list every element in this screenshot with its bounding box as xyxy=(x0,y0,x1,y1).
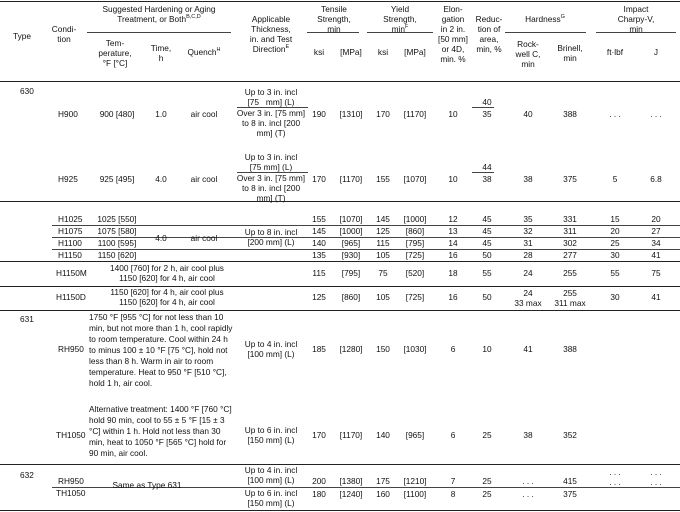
header-hardness: Hardness$^G$ xyxy=(525,14,565,24)
group-quench: air cool xyxy=(190,233,218,243)
632-rh950-yield-mpa: [1210] xyxy=(403,476,427,486)
h900-reduction-long: 40 xyxy=(482,97,492,107)
header-type: Type xyxy=(13,31,31,41)
group-row-1-hb: 311 xyxy=(563,226,577,236)
group-row-0-cond: H1025 xyxy=(58,214,83,224)
h900-thick-trans: Over 3 in. [75 mm] to 8 in. incl [200 mm] (T) xyxy=(236,108,306,138)
header-reduction: Reduc- tion of area, min, % xyxy=(475,14,503,54)
header-rockwell: Rock- well C, min xyxy=(515,39,541,69)
h900-brinell: 388 xyxy=(563,109,577,119)
group-row-1-tksi: 145 xyxy=(312,226,326,236)
632-th1050-yield-ksi: 160 xyxy=(376,489,390,499)
group-row-0-temp: 1025 [550] xyxy=(97,214,137,224)
h1150d-yield-ksi: 105 xyxy=(376,292,390,302)
h925-reduction-long: 44 xyxy=(482,162,492,172)
rh950-treatment: 1750 °F [955 °C] for not less than 10 min, but not more than 1 h, cool rapidly to room temperature. Cool within 24 h to minus 100 ± 10 °F [75 °C], hold not less than 8 h. Warm in air to room temperature. Heat to 950 °F [510 °C], hold 1 h, air cool. xyxy=(89,312,233,388)
group-row-1-j: 27 xyxy=(651,226,661,236)
group-row-3-ft: 30 xyxy=(610,250,620,260)
h1150d-impact-j: 41 xyxy=(651,292,661,302)
h925-yield-mpa: [1070] xyxy=(403,174,427,184)
reduction-split-line xyxy=(472,172,494,173)
group-row-2-cond: H1100 xyxy=(58,238,82,248)
group-row-0-ympa: [1000] xyxy=(403,214,427,224)
h1150d-tensile-mpa: [860] xyxy=(341,292,361,302)
group-row-0-j: 20 xyxy=(651,214,661,224)
header-tensile-ksi: ksi xyxy=(313,47,325,57)
632-rh950-tensile-ksi: 200 xyxy=(312,476,326,486)
group-row-2-red: 45 xyxy=(482,238,492,248)
th1050-brinell: 352 xyxy=(563,430,577,440)
th1050-tensile-ksi: 170 xyxy=(312,430,326,440)
group-thickness: Up to 8 in. incl [200 mm] (L) xyxy=(244,227,298,247)
rh950-yield-ksi: 150 xyxy=(376,344,390,354)
h925-temp: 925 [495] xyxy=(99,174,135,184)
h900-tensile-mpa: [1310] xyxy=(339,109,363,119)
cond-632-rh950: RH950 xyxy=(58,476,84,486)
cond-th1050: TH1050 xyxy=(56,430,86,440)
group-row-3-tksi: 135 xyxy=(312,250,326,260)
h900-yield-ksi: 170 xyxy=(376,109,390,119)
cond-rh950: RH950 xyxy=(58,344,84,354)
632-rh950-tensile-mpa: [1380] xyxy=(339,476,363,486)
header-yield-ksi: ksi xyxy=(377,47,389,57)
h925-tensile-ksi: 170 xyxy=(312,174,326,184)
th1050-tensile-mpa: [1170] xyxy=(339,430,363,440)
632-rh950-reduction: 25 xyxy=(482,476,492,486)
group-row-0-tmpa: [1070] xyxy=(339,214,363,224)
group-row-1-cond: H1075 xyxy=(58,226,83,236)
group-row-3-rc: 28 xyxy=(523,250,533,260)
table-bottom-rule xyxy=(0,510,680,511)
h1150d-elongation: 16 xyxy=(448,292,458,302)
type-632: 632 xyxy=(20,470,34,480)
header-elongation: Elon- gation in 2 in. [50 mm] or 4D, min. % xyxy=(438,4,468,64)
header-tensile-mpa: [MPa] xyxy=(340,47,362,57)
group-row-3-elong: 16 xyxy=(448,250,458,260)
632-rh950-impact-j: . . . xyxy=(650,467,662,477)
cond-h1150m: H1150M xyxy=(56,268,87,278)
632-rh950-elongation: 7 xyxy=(450,476,456,486)
h925-tensile-mpa: [1170] xyxy=(339,174,363,184)
header-applicable: Applicable Thickness, in. and Test Direction$^E$ xyxy=(249,14,293,54)
header-bottom-rule xyxy=(0,81,680,82)
type-630: 630 xyxy=(20,86,34,96)
h1150m-brinell: 255 xyxy=(563,268,577,278)
group-row-3-temp: 1150 [620] xyxy=(97,250,137,260)
group-row-2-hb: 302 xyxy=(563,238,577,248)
group-row-2-tmpa: [965] xyxy=(341,238,361,248)
h1150m-rockwell: 24 xyxy=(523,268,533,278)
632-th1050-tensile-mpa: [1240] xyxy=(339,489,363,499)
group-row-3-ympa: [725] xyxy=(405,250,425,260)
group-row-1-rc: 32 xyxy=(523,226,533,236)
group-row-0-rc: 35 xyxy=(523,214,533,224)
row-divider xyxy=(0,201,680,202)
th1050-yield-ksi: 140 xyxy=(376,430,390,440)
group-row-line xyxy=(52,225,680,226)
632-th1050-impact-j: . . . xyxy=(650,477,662,487)
group-row-2-yksi: 115 xyxy=(376,238,390,248)
group-row-line xyxy=(52,237,680,238)
h1150d-tensile-ksi: 125 xyxy=(312,292,326,302)
rh950-rockwell: 41 xyxy=(523,344,533,354)
632-th1050-impact-ftlbf: . . . xyxy=(609,477,621,487)
h900-thick-long: Up to 3 in. incl [75 mm] (L) xyxy=(244,87,298,107)
632-th1050-brinell: 375 xyxy=(563,489,577,499)
cond-632-th1050: TH1050 xyxy=(56,488,86,498)
group-row-0-tksi: 155 xyxy=(312,214,326,224)
header-joule: J xyxy=(653,47,659,57)
h1150d-brinell: 255 311 max xyxy=(554,288,586,308)
h925-yield-ksi: 155 xyxy=(376,174,390,184)
group-row-1-elong: 13 xyxy=(448,226,458,236)
group-row-2-rc: 31 xyxy=(523,238,533,248)
row-divider xyxy=(0,261,680,262)
cond-h925: H925 xyxy=(58,174,78,184)
632-rh950-brinell: 415 xyxy=(563,476,577,486)
group-row-1-ympa: [860] xyxy=(405,226,425,236)
h900-rockwell: 40 xyxy=(523,109,533,119)
rh950-elongation: 6 xyxy=(450,344,456,354)
group-row-1-yksi: 125 xyxy=(376,226,390,236)
h1150m-yield-mpa: [520] xyxy=(405,268,425,278)
group-row-0-hb: 331 xyxy=(563,214,577,224)
th1050-reduction: 25 xyxy=(482,430,492,440)
632-th1050-tensile-ksi: 180 xyxy=(312,489,326,499)
group-row-3-j: 41 xyxy=(651,250,661,260)
632-rh950-yield-ksi: 175 xyxy=(376,476,390,486)
hardness-underline xyxy=(505,32,586,33)
h925-elongation: 10 xyxy=(448,174,458,184)
th1050-thickness: Up to 6 in. incl [150 mm] (L) xyxy=(244,425,298,445)
header-quench: Quench$^H$ xyxy=(187,47,221,57)
632-rh950-impact-ftlbf: . . . xyxy=(609,467,621,477)
type-631: 631 xyxy=(20,314,34,324)
group-row-1-temp: 1075 [580] xyxy=(97,226,137,236)
group-row-0-red: 45 xyxy=(482,214,492,224)
h1150m-treatment: 1400 [760] for 2 h, air cool plus 1150 [620] for 4 h, air cool xyxy=(110,263,224,283)
h925-impact-j: 6.8 xyxy=(650,174,662,184)
h1150m-impact-ftlbf: 55 xyxy=(610,268,620,278)
h1150d-treatment: 1150 [620] for 4 h, air cool plus 1150 [620] for 4 h, air cool xyxy=(110,287,224,307)
h1150m-impact-j: 75 xyxy=(651,268,661,278)
h925-rockwell: 38 xyxy=(523,174,533,184)
header-yield-mpa: [MPa] xyxy=(404,47,426,57)
group-row-2-ft: 25 xyxy=(610,238,620,248)
table-top-rule xyxy=(0,1,680,2)
h925-impact-ftlbf: 5 xyxy=(612,174,618,184)
632-th1050-elongation: 8 xyxy=(450,489,456,499)
h925-brinell: 375 xyxy=(563,174,577,184)
h1150d-reduction: 50 xyxy=(482,292,492,302)
group-row-3-tmpa: [930] xyxy=(341,250,361,260)
row-divider xyxy=(0,286,680,287)
group-row-line xyxy=(52,249,680,250)
h900-yield-mpa: [1170] xyxy=(403,109,427,119)
rh950-thickness: Up to 4 in. incl [100 mm] (L) xyxy=(244,339,298,359)
h900-quench: air cool xyxy=(190,109,218,119)
rh950-yield-mpa: [1030] xyxy=(403,344,427,354)
reduction-split-line xyxy=(472,107,494,108)
type-divider xyxy=(0,310,680,311)
group-row-2-j: 34 xyxy=(651,238,661,248)
th1050-yield-mpa: [965] xyxy=(405,430,425,440)
h925-thick-long: Up to 3 in. incl [75 mm] (L) xyxy=(244,152,298,172)
rh950-brinell: 388 xyxy=(563,344,577,354)
group-row-3-hb: 277 xyxy=(563,250,577,260)
h900-time: 1.0 xyxy=(155,109,167,119)
h900-impact-ftlbf: . . . xyxy=(609,109,621,119)
h1150m-tensile-mpa: [795] xyxy=(341,268,361,278)
h925-thick-trans: Over 3 in. [75 mm] to 8 in. incl [200 mm] (T) xyxy=(236,173,306,203)
group-row-0-ft: 15 xyxy=(610,214,620,224)
632-th1050-rockwell: . . . xyxy=(522,489,534,499)
type632-same-as: Same as Type 631 xyxy=(112,480,182,490)
h1150d-rockwell: 24 33 max xyxy=(514,288,542,308)
cond-h900: H900 xyxy=(58,109,78,119)
632-th1050-reduction: 25 xyxy=(482,489,492,499)
rh950-tensile-mpa: [1280] xyxy=(339,344,363,354)
header-impact: Impact Charpy-V, min xyxy=(617,4,655,34)
h900-temp: 900 [480] xyxy=(99,109,135,119)
h925-reduction-trans: 38 xyxy=(482,174,492,184)
h925-quench: air cool xyxy=(190,174,218,184)
h900-impact-j: . . . xyxy=(650,109,662,119)
header-condition: Condi- tion xyxy=(51,24,77,44)
header-ftlbf: ft·lbf xyxy=(606,47,624,57)
group-row-3-red: 50 xyxy=(482,250,492,260)
group-row-3-yksi: 105 xyxy=(376,250,390,260)
header-temperature: Tem- perature, °F [°C] xyxy=(98,38,132,68)
group-row-1-red: 45 xyxy=(482,226,492,236)
header-tensile: Tensile Strength, min xyxy=(317,4,351,34)
rh950-reduction: 10 xyxy=(482,344,492,354)
h925-time: 4.0 xyxy=(155,174,167,184)
h1150m-elongation: 18 xyxy=(448,268,458,278)
header-suggested: Suggested Hardening or Aging Treatment, or Both$^{B,C,D}$ xyxy=(102,4,216,24)
632-th1050-thickness: Up to 6 in. incl [150 mm] (L) xyxy=(244,488,298,508)
row-divider xyxy=(0,464,680,465)
632-th1050-yield-mpa: [1100] xyxy=(403,489,427,499)
632-rh950-thickness: Up to 4 in. incl [100 mm] (L) xyxy=(244,465,298,485)
group-time: 4.0 xyxy=(155,233,167,243)
h900-elongation: 10 xyxy=(448,109,458,119)
632-rh950-rockwell: . . . xyxy=(522,476,534,486)
th1050-elongation: 6 xyxy=(450,430,456,440)
suggested-underline xyxy=(87,32,231,33)
rh950-tensile-ksi: 185 xyxy=(312,344,326,354)
cond-h1150d: H1150D xyxy=(56,292,86,302)
h900-tensile-ksi: 190 xyxy=(312,109,326,119)
group-row-2-elong: 14 xyxy=(448,238,458,248)
group-row-2-tksi: 140 xyxy=(312,238,326,248)
group-row-2-ympa: [795] xyxy=(405,238,425,248)
header-yield: Yield Strength, $\min^F$ xyxy=(383,4,417,34)
h1150m-yield-ksi: 75 xyxy=(378,268,388,278)
header-time: Time, h xyxy=(150,43,172,63)
h1150m-tensile-ksi: 115 xyxy=(312,268,326,278)
group-row-0-yksi: 145 xyxy=(376,214,390,224)
group-row-1-tmpa: [1000] xyxy=(339,226,363,236)
th1050-treatment: Alternative treatment: 1400 °F [760 °C] hold 90 min, cool to 55 ± 5 °F [15 ± 3 °C] within 1 h. Hold not less than 30 min, heat to 1050 °F [565 °C] hold for 90 min, air cool. xyxy=(89,404,232,458)
h1150d-impact-ftlbf: 30 xyxy=(610,292,620,302)
group-row-1-ft: 20 xyxy=(610,226,620,236)
h900-reduction-trans: 35 xyxy=(482,109,492,119)
group-row-0-elong: 12 xyxy=(448,214,458,224)
h1150m-reduction: 55 xyxy=(482,268,492,278)
group-row-2-temp: 1100 [595] xyxy=(97,238,137,248)
h1150d-yield-mpa: [725] xyxy=(405,292,425,302)
group-row-3-cond: H1150 xyxy=(58,250,82,260)
th1050-rockwell: 38 xyxy=(523,430,533,440)
header-brinell: Brinell, min xyxy=(557,43,583,63)
